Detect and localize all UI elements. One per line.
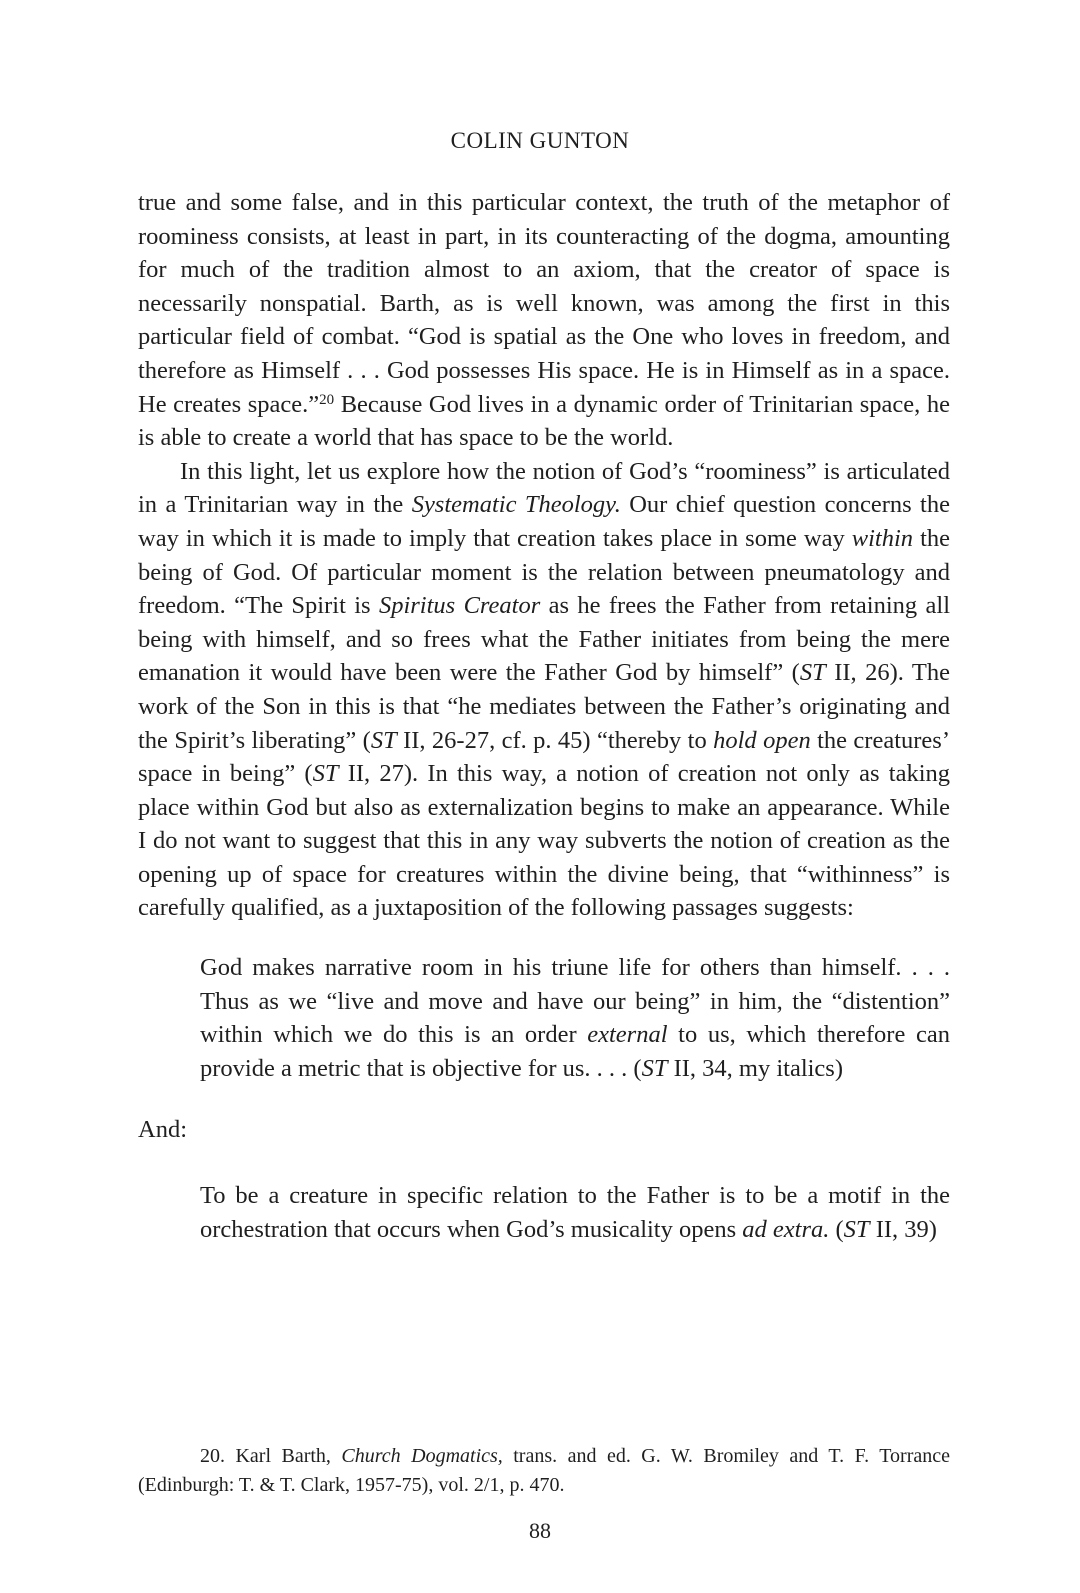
paragraph-1 bbox=[138, 186, 950, 455]
footnote-segment: trans. and ed. G. W. Bromiley and T. F. Torrance (Edinburgh: T. & T. Clark, 1957-75), vol. 2/1, p. 470. bbox=[138, 1445, 950, 1496]
italic-emphasis: external bbox=[587, 1021, 668, 1049]
paragraph-2-segment: II, 26-27, cf. p. 45) “thereby to bbox=[396, 726, 714, 754]
paragraph-1-text-b: Because God lives in a dynamic order of Trinitarian space, he is able to create a world that has space to be the world. bbox=[138, 390, 950, 452]
blockquote-1-segment: II, 34, my italics) bbox=[667, 1054, 843, 1082]
running-head: COLIN GUNTON bbox=[450, 128, 630, 153]
page-number: 88 bbox=[529, 1518, 551, 1543]
italic-abbreviation: ST bbox=[799, 659, 826, 687]
paragraph-1-text-a: true and some false, and in this particular context, the truth of the metaphor of roominess consists, at least in part, in its counteracting of the dogma, amounting for much of the tradition almost to an axiom, that the creator of space is necessarily nonspatial. Barth, as is well known, was among the first in this particular field of combat. “God is spatial as the One who loves in freedom, and therefore as Himself . . . God possesses His space. He is in Himself as in a space. He creates space.” bbox=[138, 189, 950, 418]
blockquote-2-segment: II, 39) bbox=[869, 1215, 937, 1243]
blockquote-2-segment: To be a creature in specific relation to the Father is to be a motif in the orchestration that occurs when God’s musicality opens bbox=[200, 1182, 950, 1243]
blockquote-2-segment: ( bbox=[829, 1215, 844, 1243]
paragraph-2-segment: the being of God. Of particular moment is the relation between pneumatology and freedom. “The Spirit is bbox=[138, 524, 950, 620]
blockquote-2 bbox=[200, 1179, 950, 1246]
blockquote-1-segment: to us, which therefore can provide a metric that is objective for us. . . . ( bbox=[200, 1021, 950, 1082]
blockquote-1 bbox=[200, 951, 950, 1085]
italic-latin-term: Spiritus Creator bbox=[378, 592, 541, 620]
italic-abbreviation: ST bbox=[312, 760, 339, 788]
italic-latin-term: ad extra. bbox=[742, 1215, 830, 1243]
paragraph-2-segment: Our chief question concerns the way in which it is made to imply that creation takes place in some way bbox=[138, 491, 950, 552]
main-text bbox=[138, 186, 950, 1246]
footnote-20 bbox=[138, 1442, 950, 1500]
italic-book-title: Church Dogmatics, bbox=[341, 1445, 503, 1467]
paragraph-2-segment: the creatures’ space in being” ( bbox=[138, 726, 950, 788]
italic-book-title: Systematic Theology. bbox=[411, 491, 621, 519]
italic-abbreviation: ST bbox=[843, 1215, 870, 1243]
footnote-segment: 20. Karl Barth, bbox=[200, 1445, 342, 1467]
italic-emphasis: within bbox=[851, 524, 914, 552]
paragraph-2-segment: II, 26). The work of the Son in this is that “he mediates between the Father’s originating and the Spirit’s liberating” ( bbox=[138, 659, 950, 754]
paragraph-2-segment: In this light, let us explore how the notion of God’s “roominess” is articulated in a Trinitarian way in the bbox=[138, 457, 950, 519]
italic-abbreviation: ST bbox=[641, 1054, 668, 1082]
blockquote-1-segment: God makes narrative room in his triune life for others than himself. . . . Thus as we “live and move and have our being” in him, the “distention” within which we do this is an order bbox=[200, 954, 950, 1049]
paragraph-2-segment: II, 27). In this way, a notion of creation not only as taking place within God but also as externalization begins to make an appearance. While I do not want to suggest that this in any way subverts the notion of creation as the opening up of space for creatures within the divine being, that “withinness” is carefully qualified, as a juxtaposition of the following passages suggests: bbox=[138, 760, 951, 922]
paragraph-2 bbox=[138, 455, 950, 925]
and-line: And: bbox=[138, 1116, 187, 1144]
italic-abbreviation: ST bbox=[370, 726, 397, 754]
footnote-reference: 20 bbox=[319, 391, 335, 408]
italic-emphasis: hold open bbox=[713, 726, 811, 754]
paragraph-2-segment: as he frees the Father from retaining all being with himself, and so frees what the Father initiates from being the mere emanation it would have been were the Father God by himself” ( bbox=[138, 592, 951, 687]
